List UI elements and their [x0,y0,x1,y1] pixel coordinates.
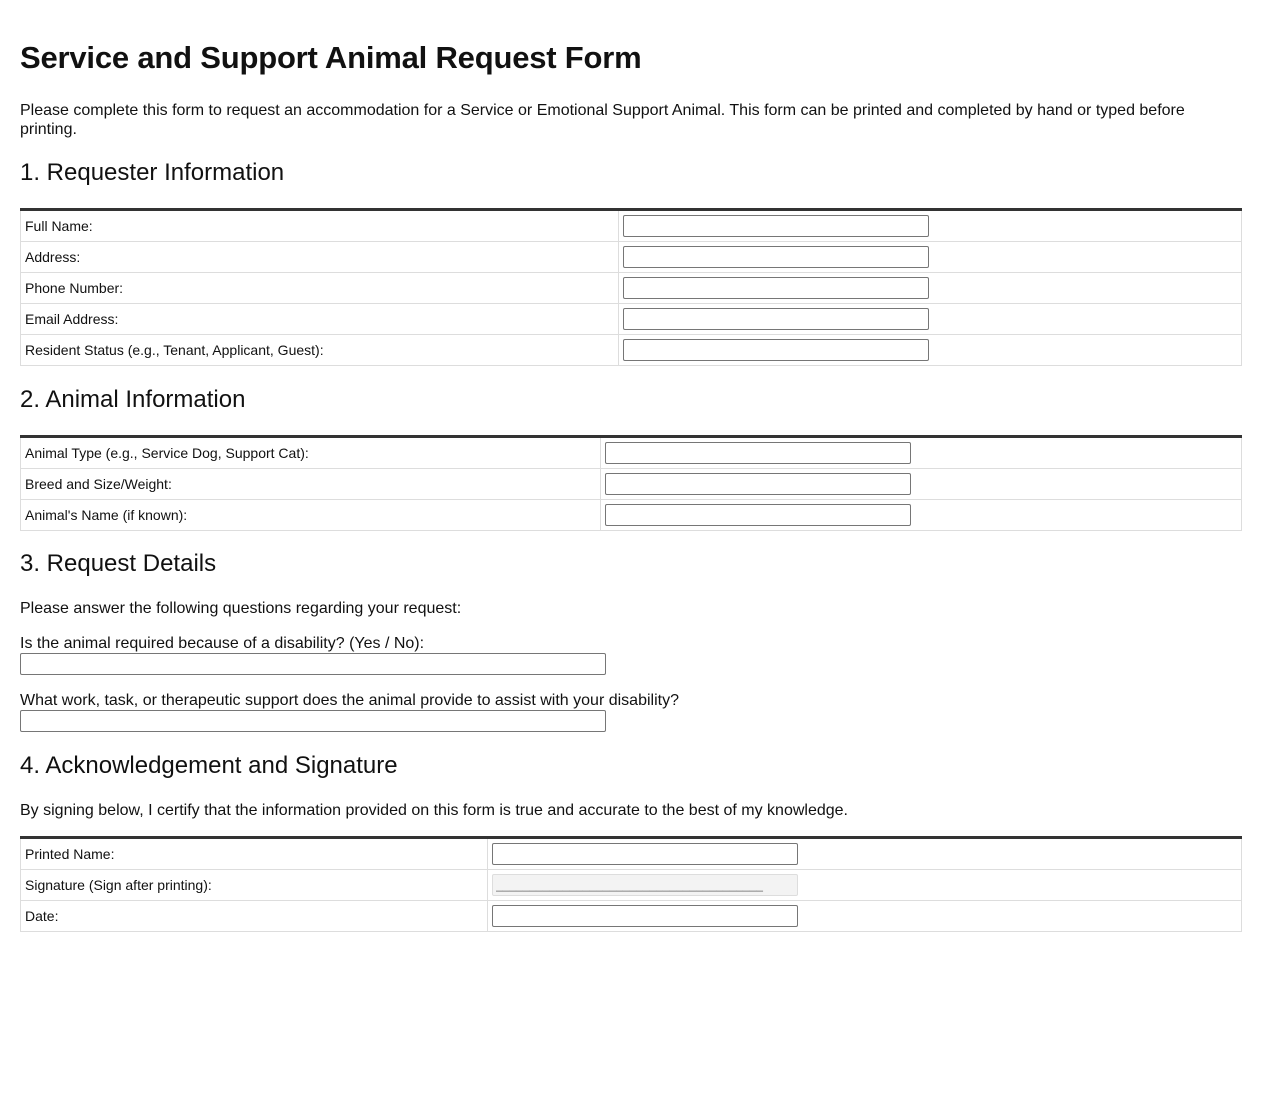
table-row [21,469,1242,500]
field-label: Date: [21,901,488,932]
animal-name-input[interactable] [605,504,911,526]
printed-name-input[interactable] [492,843,798,865]
phone-number-input[interactable] [623,277,929,299]
disability-answer-input[interactable] [20,653,606,675]
field-label: Animal Type (e.g., Service Dog, Support Cat): [21,437,601,469]
breed-size-input[interactable] [605,473,911,495]
field-label: Email Address: [21,304,619,335]
field-label: Phone Number: [21,273,619,304]
field-label: Full Name: [21,210,619,242]
table-row [21,437,1242,469]
support-answer-input[interactable] [20,710,606,732]
table-row [21,210,1242,242]
table-row [21,500,1242,531]
table-row [21,870,1242,901]
address-input[interactable] [623,246,929,268]
intro-text: Please complete this form to request an accommodation for a Service or Emotional Support Animal. This form can be printed and completed by hand or typed before printing. [20,102,1185,138]
signature-table [20,836,1242,932]
requester-info-table [20,208,1242,366]
field-label: Printed Name: [21,838,488,870]
field-label: Resident Status (e.g., Tenant, Applicant, Guest): [21,335,619,366]
table-row [21,273,1242,304]
resident-status-input[interactable] [623,339,929,361]
table-row [21,838,1242,870]
table-row [21,901,1242,932]
animal-info-table [20,435,1242,531]
section-4-heading: 4. Acknowledgement and Signature [20,752,398,779]
section-1-heading: 1. Requester Information [20,159,285,186]
table-row [21,304,1242,335]
certification-text: By signing below, I certify that the information provided on this form is true and accurate to the best of my knowledge. [20,802,848,819]
request-instructions: Please answer the following questions regarding your request: [20,600,462,617]
field-label: Animal's Name (if known): [21,500,601,531]
email-address-input[interactable] [623,308,929,330]
page-title: Service and Support Animal Request Form [20,40,642,75]
disability-question-label: Is the animal required because of a disability? (Yes / No): [20,635,425,652]
full-name-input[interactable] [623,215,929,237]
table-row [21,335,1242,366]
section-3-heading: 3. Request Details [20,550,217,577]
section-2-heading: 2. Animal Information [20,386,246,413]
field-label: Address: [21,242,619,273]
table-row [21,242,1242,273]
support-question-label: What work, task, or therapeutic support does the animal provide to assist with your disability? [20,692,679,709]
field-label: Signature (Sign after printing): [21,870,488,901]
signature-field [492,874,798,896]
field-label: Breed and Size/Weight: [21,469,601,500]
date-input[interactable] [492,905,798,927]
animal-type-input[interactable] [605,442,911,464]
